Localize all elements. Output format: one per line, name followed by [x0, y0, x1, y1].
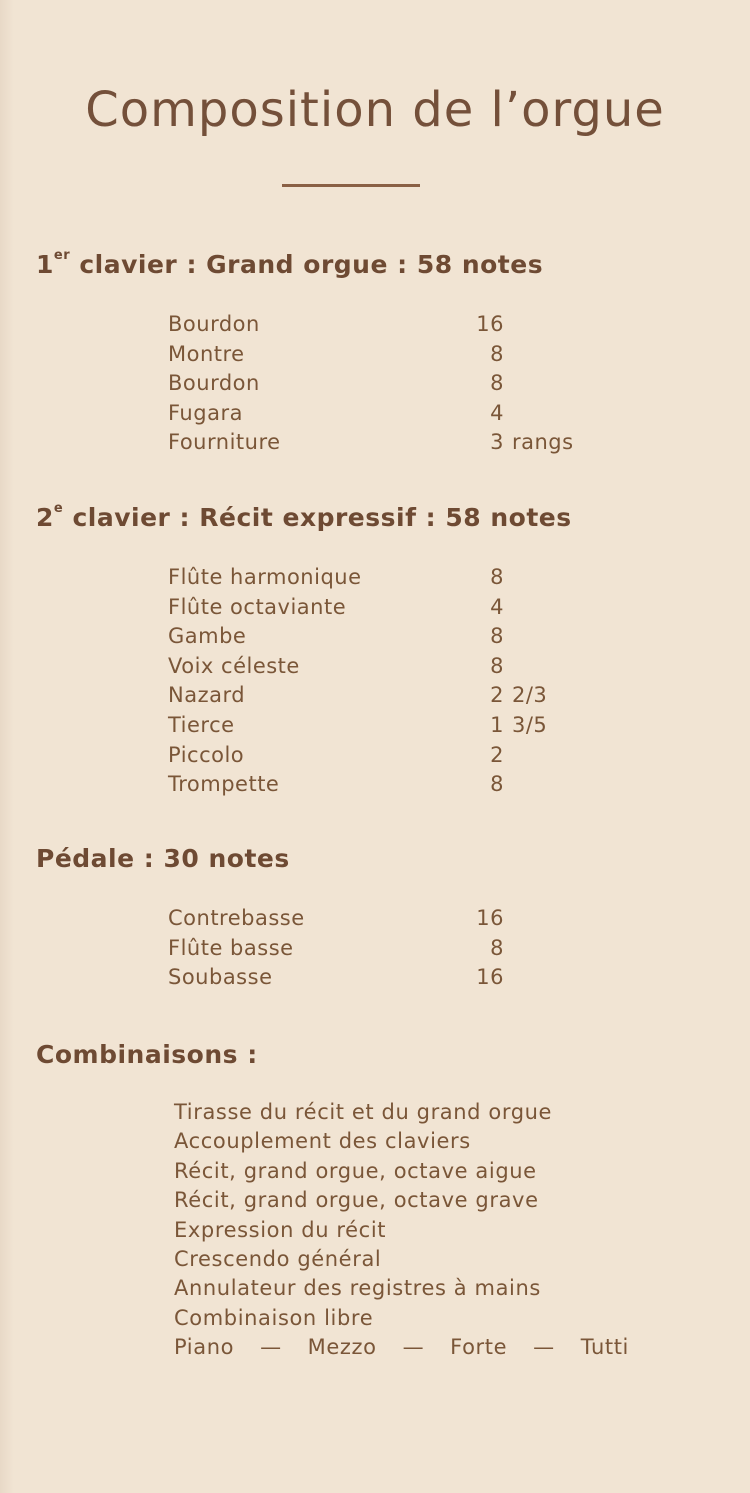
stop-pitch: 8: [490, 371, 504, 396]
section-heading-combinaisons: Combinaisons :: [36, 1040, 258, 1069]
stop-name: Flûte basse: [168, 935, 294, 960]
stop-name: Trompette: [168, 772, 280, 797]
stop-pitch: 16: [476, 906, 504, 930]
heading-text: clavier : Récit expressif : 58 notes: [63, 503, 572, 532]
dash: —: [402, 1335, 425, 1360]
list-item: Récit, grand orgue, octave aigue: [174, 1158, 537, 1183]
stop-pitch: 16: [476, 312, 504, 336]
section-heading-pedale: [36, 844, 290, 873]
stop-name: Flûte octaviante: [168, 594, 347, 619]
stop-name: Flûte harmonique: [168, 565, 362, 589]
stop-pitch: 4: [490, 400, 504, 425]
dash: —: [533, 1335, 555, 1360]
stop-pitch: 8: [490, 935, 504, 960]
list-item: Accouplement des claviers: [174, 1129, 471, 1154]
stop-name: Soubasse: [168, 965, 273, 990]
stop-pitch: 1: [490, 712, 504, 737]
heading-number: 1: [36, 250, 54, 279]
stop-name: Bourdon: [168, 312, 260, 336]
list-item: Tirasse du récit et du grand orgue: [174, 1100, 553, 1124]
stop-pitch: 8: [490, 565, 504, 589]
heading-ordinal: e: [53, 501, 64, 516]
stop-pitch: 8: [490, 772, 504, 797]
dynamic-forte: Forte: [450, 1335, 508, 1360]
stop-pitch: 8: [490, 341, 504, 366]
dynamic-mezzo: Mezzo: [307, 1335, 377, 1360]
stop-name: Fourniture: [168, 430, 281, 455]
page-title: Composition de l’orgue: [85, 82, 665, 138]
stop-name: Bourdon: [168, 371, 260, 396]
stop-pitch: 3: [490, 430, 504, 455]
combinaisons-list: [174, 1100, 629, 1365]
dynamic-piano: Piano: [174, 1335, 235, 1360]
heading-ordinal: er: [53, 248, 71, 263]
dynamics-line: [174, 1335, 629, 1364]
title-divider: [282, 184, 420, 187]
list-item: Expression du récit: [174, 1217, 387, 1242]
heading-text: Pédale : 30 notes: [36, 844, 290, 873]
stop-pitch: 2: [490, 683, 504, 708]
heading-number: 2: [36, 503, 54, 532]
stop-pitch: 8: [490, 653, 504, 678]
stop-name: Montre: [168, 341, 245, 366]
stop-name: Contrebasse: [168, 906, 305, 930]
stop-extra: 3/5: [512, 712, 548, 737]
list-item: Annulateur des registres à mains: [174, 1276, 541, 1301]
dynamic-tutti: Tutti: [580, 1335, 629, 1360]
stop-name: Gambe: [168, 624, 247, 649]
stop-pitch: 16: [476, 965, 504, 990]
list-item: Récit, grand orgue, octave grave: [174, 1188, 539, 1213]
section-heading-grand-orgue: [36, 250, 543, 279]
stop-name: Nazard: [168, 683, 246, 708]
stop-pitch: 2: [490, 742, 504, 767]
stop-extra: rangs: [512, 430, 574, 455]
stop-name: Tierce: [168, 712, 235, 737]
stop-pitch: 4: [490, 594, 504, 619]
stop-name: Voix céleste: [168, 653, 300, 678]
list-item: Crescendo général: [174, 1246, 382, 1271]
dash: —: [260, 1335, 282, 1360]
section-heading-recit: [36, 503, 572, 532]
stop-pitch: 8: [490, 624, 504, 649]
stop-name: Piccolo: [168, 742, 245, 767]
stop-extra: 2/3: [512, 683, 548, 708]
stop-name: Fugara: [168, 400, 243, 425]
list-item: Combinaison libre: [174, 1305, 374, 1330]
heading-text: clavier : Grand orgue : 58 notes: [70, 250, 544, 279]
